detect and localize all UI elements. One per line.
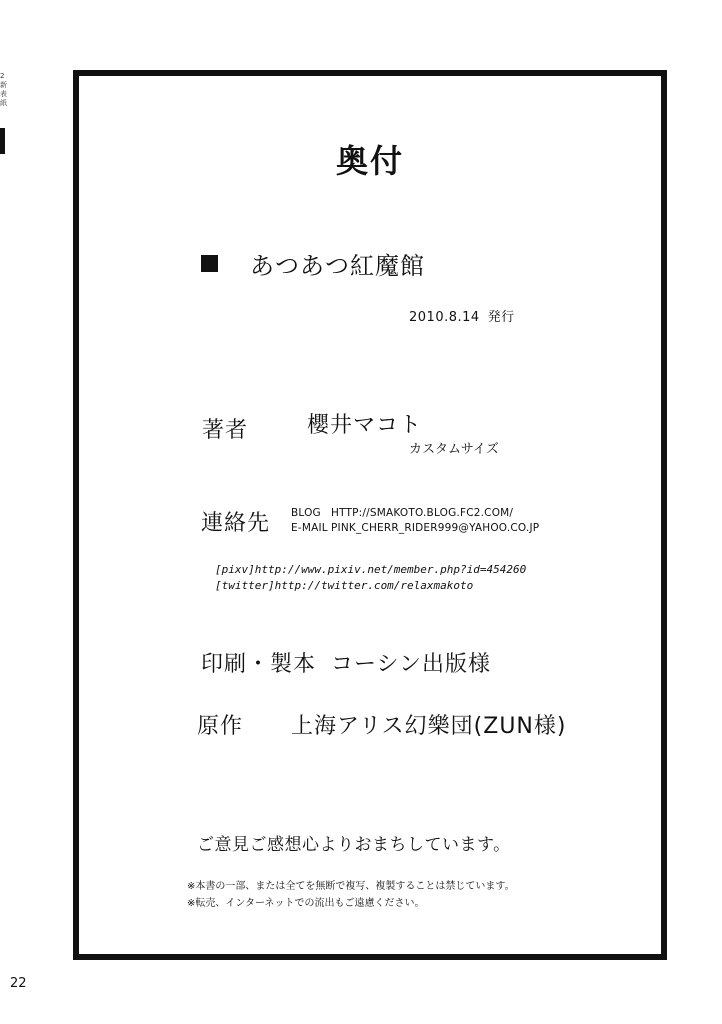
email-address: PINK_CHERR_RIDER999@YAHOO.CO.JP [331,522,540,534]
printing-value: コーシン出版様 [331,652,492,677]
original-work-value: 上海アリス幻樂団(ZUN様) [291,714,567,739]
twitter-link: [twitter]http://twitter.com/relaxmakoto [215,579,474,592]
social-links [215,562,526,594]
legal-note: ※転売、インターネットでの流出もご遠慮ください。 [187,898,425,909]
legal-notes [187,878,515,912]
pixiv-link: [pixv]http://www.pixiv.net/member.php?id=454260 [215,563,527,576]
colophon-title: 奥付 [335,142,404,180]
contact-row-blog [291,506,539,521]
margin-note [0,72,14,108]
margin-bar [0,128,5,154]
contact-list [291,506,539,536]
issue-info [409,306,515,325]
page-number: 22 [10,976,27,991]
margin-note-line: 2 [0,72,5,80]
circle-name: カスタムサイズ [409,442,499,457]
book-title: あつあつ紅魔館 [250,252,425,280]
issue-date: 2010.8.14 [409,310,480,325]
colophon-frame [73,70,667,960]
contact-row-email [291,521,539,536]
margin-note-line: 表 [0,90,7,98]
blog-url: HTTP://SMAKOTO.BLOG.FC2.COM/ [331,507,514,519]
book-title-row [201,246,425,281]
legal-note: ※本書の一部、または全てを無断で複写、複製することは禁じています。 [187,881,515,892]
author-name: 櫻井マコト [307,413,423,438]
margin-note-line: 紙 [0,99,7,107]
margin-note-line: 新 [0,81,7,89]
author-label: 著者 [202,418,249,443]
issue-label: 発行 [487,310,515,325]
feedback-message: ご意見ご感想心よりおまちしています。 [197,835,511,855]
original-work-label: 原作 [197,714,244,739]
contact-label: 連絡先 [201,511,271,536]
printing-label: 印刷・製本 [201,652,317,677]
black-square-icon [201,255,218,272]
contact-key: E-MAIL [291,522,328,534]
contact-key: BLOG [291,507,321,519]
